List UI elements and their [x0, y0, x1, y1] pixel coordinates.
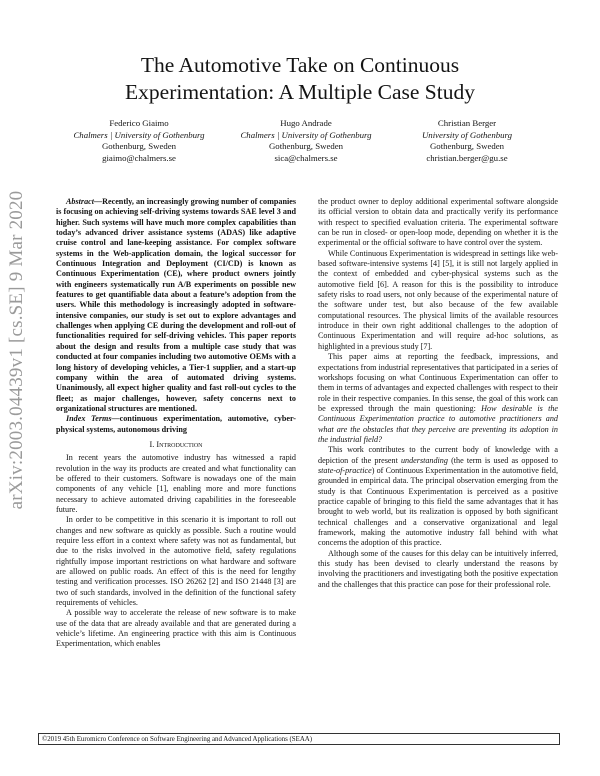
paragraph: While Continuous Experimentation is widespread in settings like web-based software-intensive systems [4] [5], it is still not largely applied in the context of embedded and cyber-physical systems such as the automotive field [6]. A reason for this is the possibility to introduce safety risks to road users, not only because of the experimental nature of the software under test, but also because of the few available computational resources. The physical limits of the available resources introduce in their own right additional challenges to the adoption of Continuous Experimentation and will require ad-hoc solutions, as highlighted in a previous study [7]. — [318, 248, 558, 351]
index-terms-label: Index Terms — [66, 414, 112, 424]
title-line-1: The Automotive Take on Continuous — [140, 53, 460, 77]
research-question: How desirable is the Continuous Experimentation practice to automotive practitioners and what are the obstacles that they perceive are preventing its adoption in the industrial field? — [318, 403, 559, 444]
paragraph — [318, 445, 558, 548]
paragraph: In recent years the automotive industry has witnessed a rapid revolution in the way its products are created and what functionality can be offered to their customers. Software is nowadays one of the main components of any vehicle [1], enabling more and more functions necessary to achieve automated driving capabilities in the foreseeable future. — [56, 453, 296, 514]
abstract — [56, 197, 296, 414]
author-name: Christian Berger — [437, 118, 497, 128]
abstract-label: Abstract — [66, 197, 94, 206]
paragraph: the product owner to deploy additional experimental software alongside its official version to obtain data and practically verify its performance with respect to specified evaluation criteria. The experimental software can be run in closed- or open-loop mode, depending on whether it is the experimental or the official software to have control over the system. — [318, 197, 558, 248]
section-heading: I. Introduction — [149, 439, 203, 449]
paper-title — [0, 52, 600, 106]
paragraph-text: ) of Continuous Experimentation in the automotive field, grounded in empirical data. The principal observation emerging from the study is that Continuous Experimentation is perceived as a positive practice capable of bringing to this field the same advantages that it has brought to web world, but its realization is opposed by both significant technical challenges and a conservative organizational and legal framework, making the automotive industry fall behind with what concerns the adoption of this practice. — [318, 465, 558, 548]
author-affiliation: Chalmers | University of Gothenburg — [73, 129, 205, 140]
right-column — [318, 197, 558, 590]
title-line-2: Experimentation: A Multiple Case Study — [125, 80, 475, 104]
author-block-1 — [44, 118, 234, 164]
author-email: christian.berger@gu.se — [426, 152, 508, 163]
copyright-footer: ©2019 45th Euromicro Conference on Software Engineering and Advanced Applications (SEAA) — [38, 733, 560, 745]
paragraph: Although some of the causes for this delay can be intuitively inferred, this study has been devised to clearly understand the reasons by involving the practitioners and investigating both the positive expectation and the challenges that this practice can pose for their professional role. — [318, 548, 558, 589]
emphasis-text: understanding — [400, 455, 448, 465]
arxiv-stamp — [4, 130, 30, 570]
paragraph-text: This work contributes to the current body of knowledge with a depiction of the present — [318, 445, 558, 465]
author-block-3 — [372, 118, 562, 164]
arxiv-stamp-text: arXiv:2003.04439v1 [cs.SE] 9 Mar 2020 — [6, 190, 27, 510]
author-location: Gothenburg, Sweden — [429, 141, 505, 152]
author-affiliation: Chalmers | University of Gothenburg — [240, 129, 372, 140]
abstract-text: —Recently, an increasingly growing number of companies is focusing on achieving self-driving systems towards SAE level 3 and higher. Such systems will have much more complex capabilities than today’s advanced driver assistance systems (ADAS) like adaptive cruise control and lane-keeping assistance. For complex software systems in the Web-application domain, the logical successor for Continuous Integration and Deployment (CI/CD) is known as Continuous Experimentation (CE), where product owners jointly with engineers systematically run A/B experiments on possible new features to get quantifiable data about a feature’s adoption from the users. While this methodology is increasingly adopted in software-intensive companies, our study is set out to explore advantages and challenges when applying CE during the development and roll-out of functionalities required for self-driving vehicles. This paper reports about the design and results from a multiple case study that was conducted at four companies including two automotive OEMs with a long history of developing vehicles, a Tier-1 supplier, and a start-up company within the area of automated driving systems. Unanimously, all expect higher quality and fast roll-out cycles to the fleet; as major challenges, however, safety concerns next to organizational structures are mentioned. — [56, 197, 296, 413]
paragraph-text: This paper aims at reporting the feedback, impressions, and expectations from industrial representatives that participated in a series of workshops focusing on what Continuous Experimentation can offer to them in terms of advantages and expected challenges with respect to their role in their respective companies. In this sense, the goal of this work can be expressed through the main questioning: — [318, 352, 558, 413]
author-affiliation: University of Gothenburg — [421, 129, 513, 140]
author-location: Gothenburg, Sweden — [101, 141, 177, 152]
author-location: Gothenburg, Sweden — [268, 141, 344, 152]
author-email: sica@chalmers.se — [274, 152, 338, 163]
left-column — [56, 197, 296, 650]
author-name: Hugo Andrade — [280, 118, 332, 128]
author-name: Federico Giaimo — [109, 118, 169, 128]
emphasis-text: state-of-practice — [318, 465, 372, 475]
author-email: giaimo@chalmers.se — [102, 152, 176, 163]
index-terms-text: —continuous experimentation, automotive, cyber-physical systems, autonomous driving — [56, 414, 296, 434]
paragraph: A possible way to accelerate the release of new software is to make use of the data that are already available and that are generated during a vehicle’s lifetime. An engineering practice with this aim is Continuous Experimentation, which enables — [56, 608, 296, 649]
paragraph — [318, 352, 558, 445]
paragraph-text: (the term is used as opposed to — [447, 455, 558, 465]
index-terms — [56, 414, 296, 435]
paragraph: In order to be competitive in this scenario it is important to roll out changes and new software as quickly as possible. Such a routine would require less effort in a context where safety was not as fundamental, but due to the risks involved in the automotive field, safety regulations rightfully impose important restrictions on what hardware and software are allowed on public roads. An effect of this is the need for lengthy testing and verification processes. ISO 26262 [2] and ISO 21448 [3] are two of such standards, involved in the definition of the functional safety requirements of vehicles. — [56, 515, 296, 608]
